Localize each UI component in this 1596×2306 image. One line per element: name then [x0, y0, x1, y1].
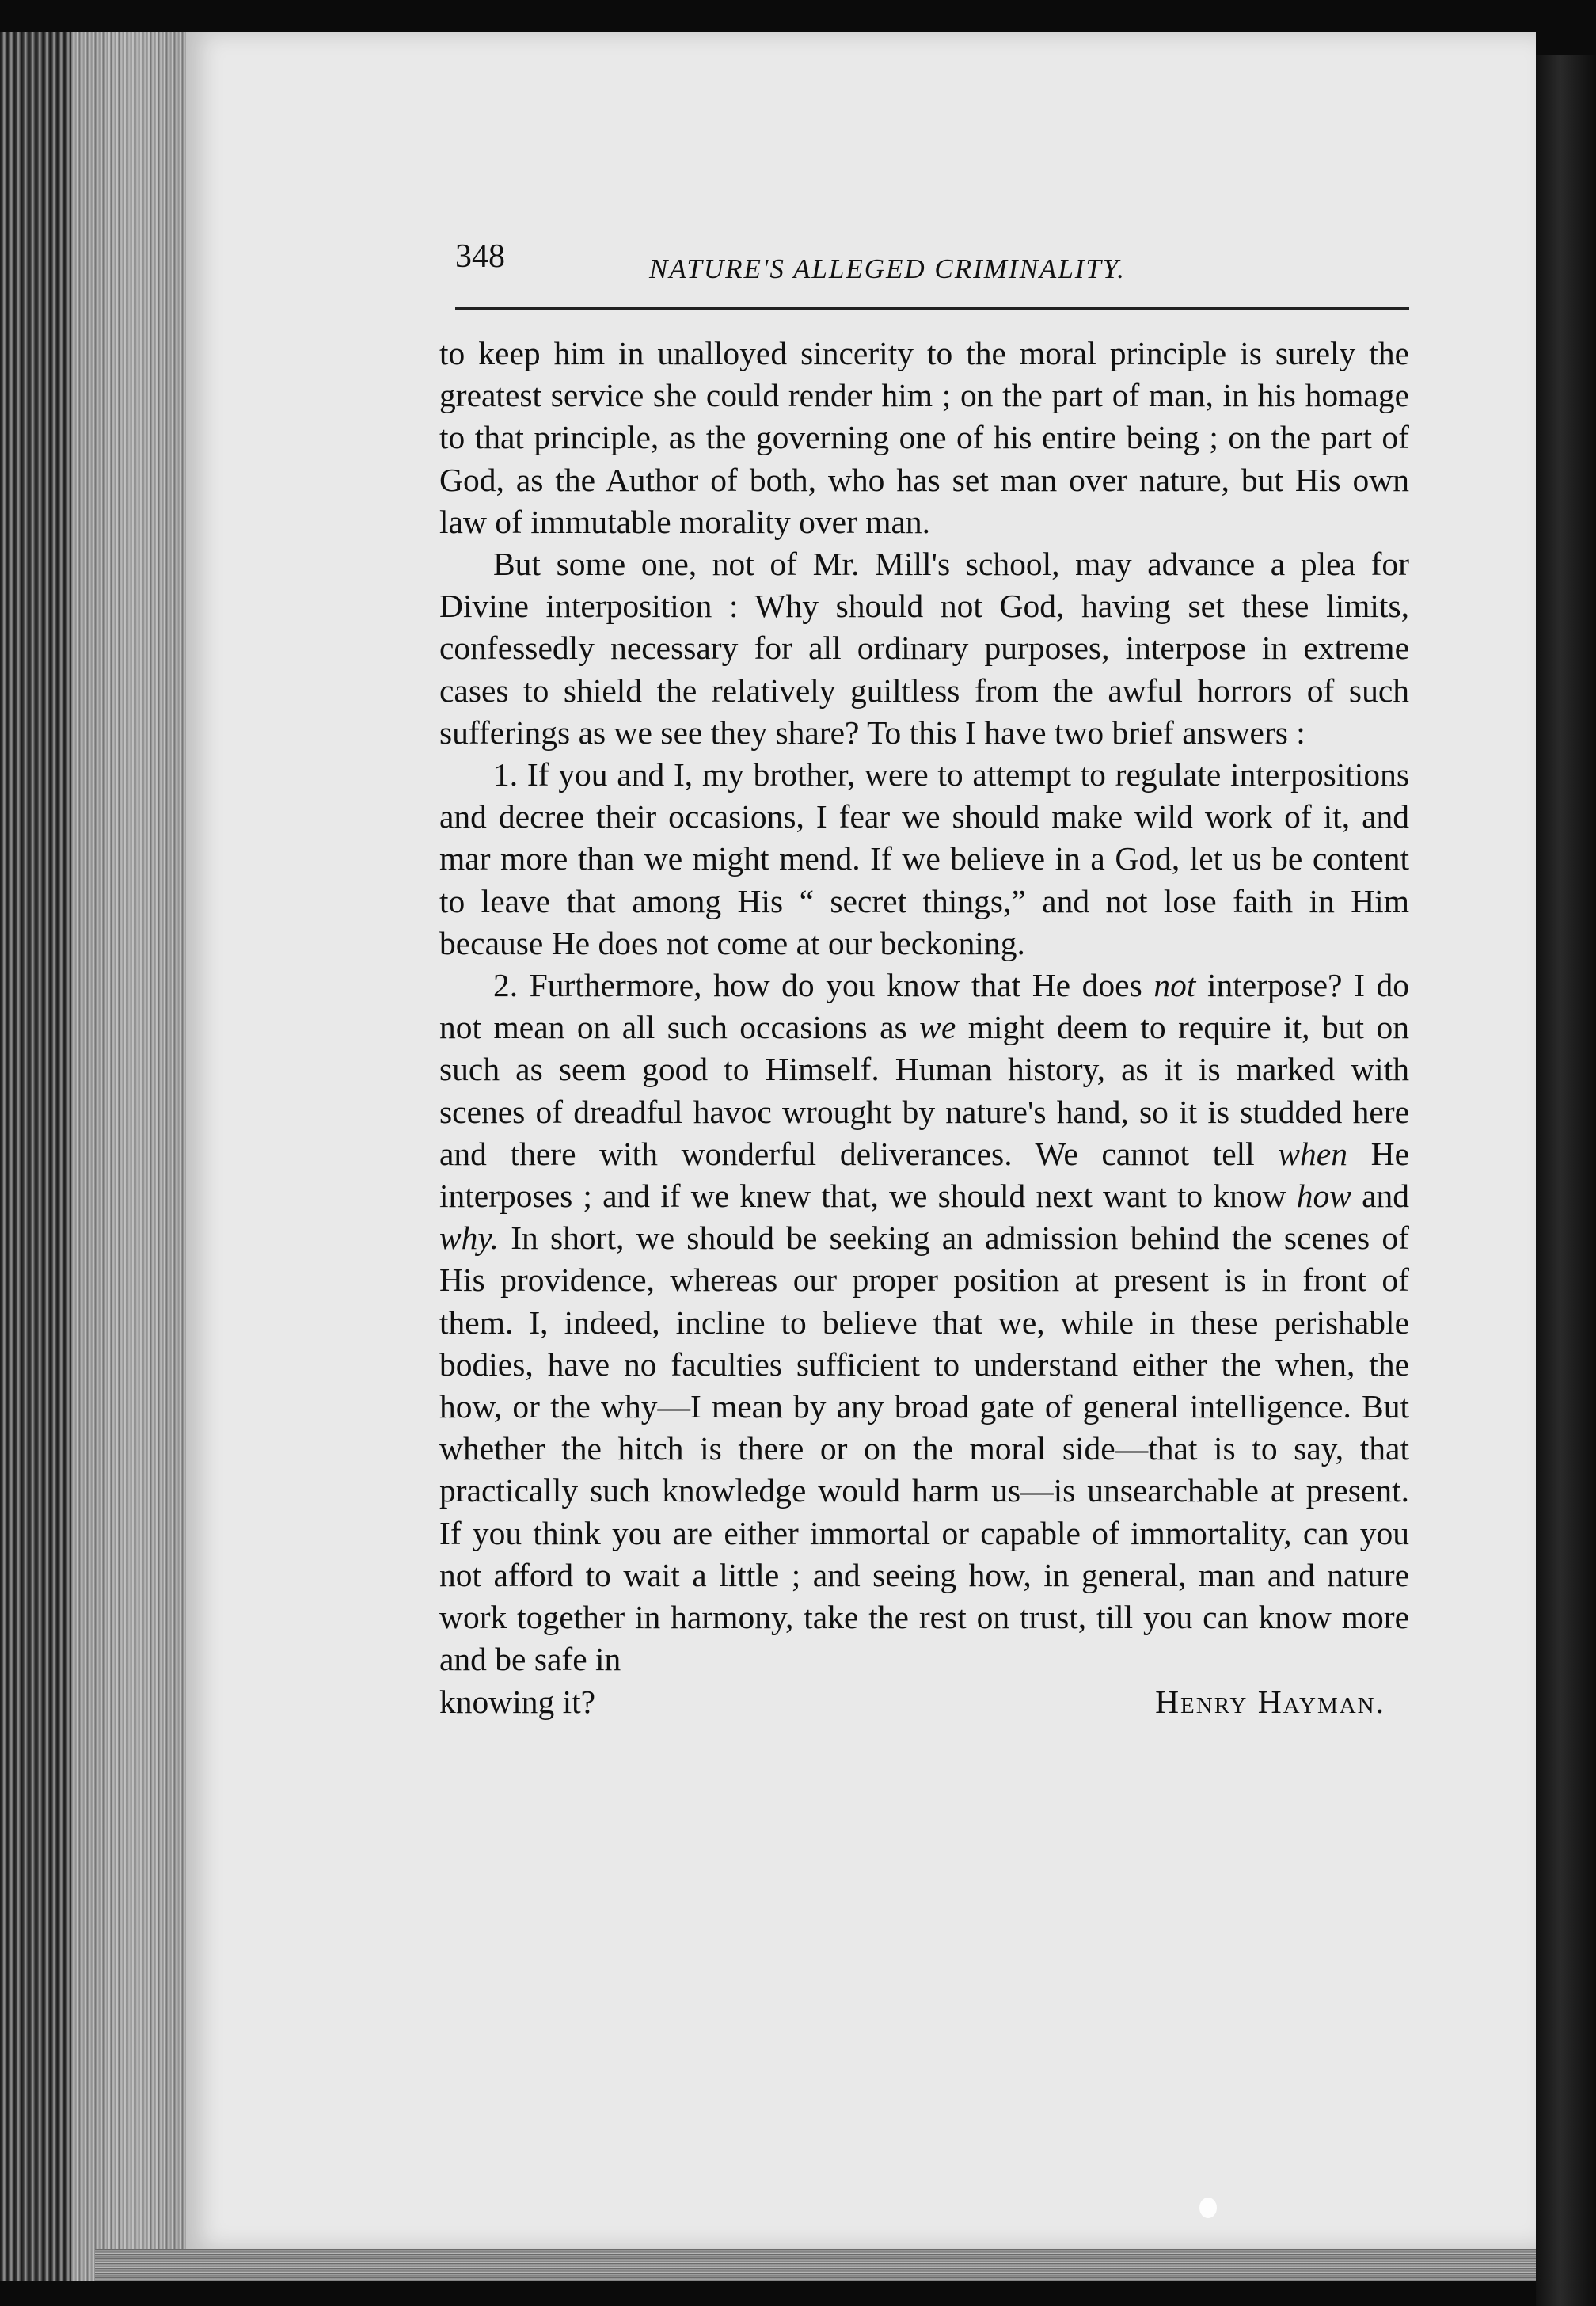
text-segment: He interposes ; and if we knew that, we should next want to know — [439, 1135, 1409, 1215]
book-spine-shadow — [1536, 55, 1596, 2306]
paragraph-1: to keep him in unalloyed sincerity to the moral principle is surely the greatest service she could render him ; on the part of man, in his homage to that principle, as the governing one of his entire being ; on the part of God, as the Author of both, who has set man over nature, but His own law of immutable morality over man. — [439, 335, 1409, 540]
text-segment: and — [1351, 1178, 1409, 1215]
italic-emphasis: how — [1296, 1178, 1351, 1215]
author-signature: Henry Hayman. — [1155, 1683, 1385, 1720]
header-rule — [455, 307, 1409, 310]
text-segment: 2. Furthermore, how do you know that He does — [493, 967, 1154, 1004]
italic-emphasis: we — [919, 1009, 956, 1046]
page-number: 348 — [455, 238, 505, 275]
closing-words: knowing it? — [439, 1683, 596, 1720]
bottom-page-edges — [95, 2249, 1568, 2281]
paragraph-3: 1. If you and I, my brother, were to attempt to regulate interpositions and decree their occasions, I fear we should make wild work of it, and mar more than we might mend. If we believe in a God, let us be content to leave that among His “ secret things,” and not lose faith in Him because He does not come at our beckoning. — [439, 756, 1409, 961]
text-segment: interpose? I do not mean on all such occasions as — [439, 967, 1409, 1046]
running-title: NATURE'S ALLEGED CRIMINALITY. — [649, 253, 1126, 284]
text-segment: might deem to require it, but on such as seem good to Himself. Human history, as it is marked with scenes of dreadful havoc wrought by nature's hand, so it is studded here and there with wonderful deliverances. We cannot tell — [439, 1009, 1409, 1172]
italic-emphasis: not — [1153, 967, 1196, 1004]
closing-line — [439, 1681, 1409, 1723]
italic-emphasis: when — [1278, 1135, 1347, 1172]
paragraph-4 — [439, 965, 1409, 1680]
paper-blemish — [1199, 2198, 1217, 2218]
page-body — [439, 333, 1409, 1723]
italic-emphasis: why. — [439, 1220, 499, 1257]
text-segment: In short, we should be seeking an admission behind the scenes of His providence, whereas our proper position at present is in front of them. I, indeed, incline to believe that we, while in these perishable bodies, have no faculties sufficient to understand either the when, the how, or the why—I mean by any broad gate of general intelligence. But whether the hitch is there or on the moral side—that is to say, that practically such knowledge would harm us—is unsearchable at present. If you think you are either immortal or capable of immortality, can you not afford to wait a little ; and seeing how, in general, man and nature work together in harmony, take the rest on trust, till you can know more and be safe in — [439, 1220, 1409, 1678]
paragraph-2: But some one, not of Mr. Mill's school, may advance a plea for Divine interposition : Why should not God, having set these limits, confessedly necessary for all ordinary purposes, interpose in extreme cases to shield the relatively guiltless from the awful horrors of such sufferings as we see they share? To this I have two brief answers : — [439, 546, 1409, 751]
page-edges-highlight — [71, 32, 190, 2281]
page-header — [455, 238, 1409, 309]
